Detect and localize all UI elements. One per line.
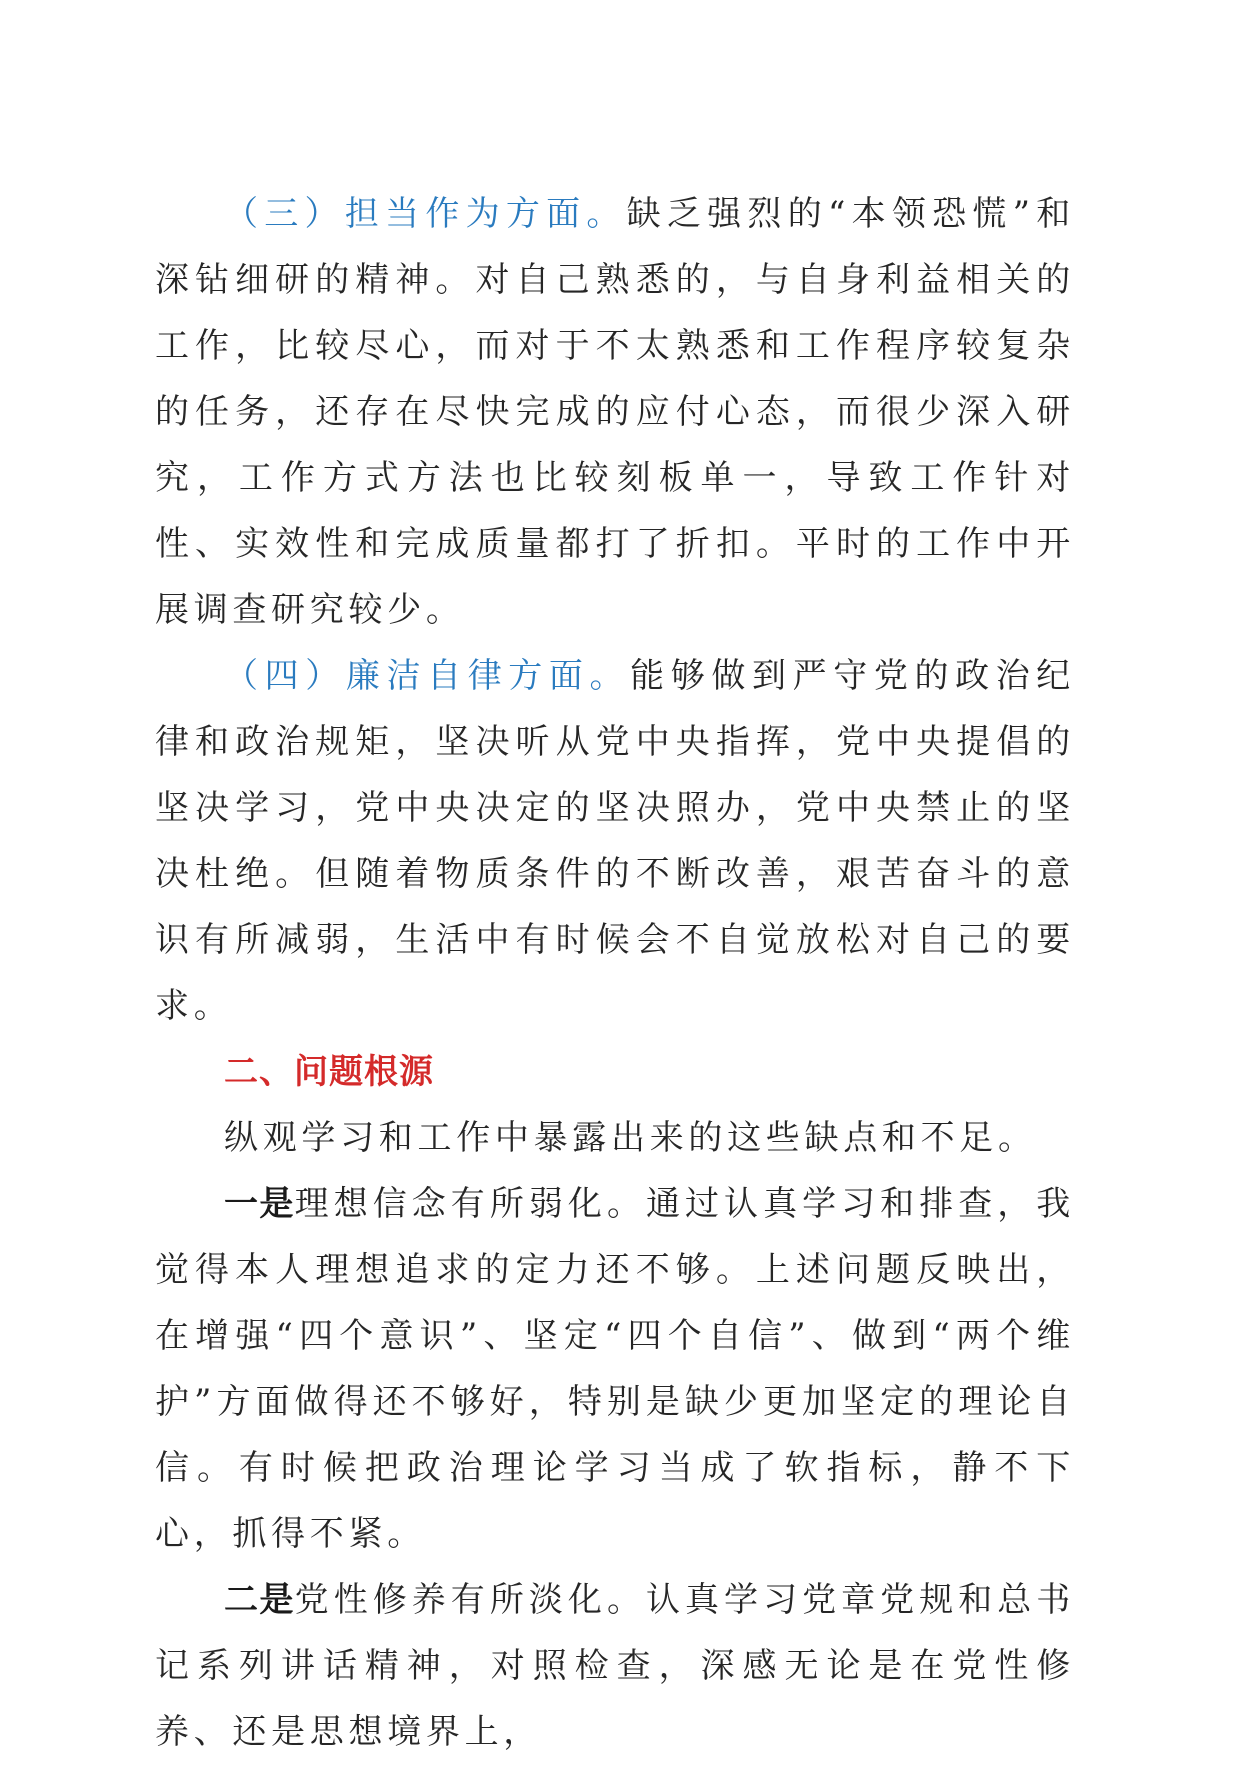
- paragraph-point-two: [155, 1567, 1075, 1765]
- section-intro: 纵观学习和工作中暴露出来的这些缺点和不足。: [224, 1118, 1037, 1158]
- paragraph-point-one: [155, 1171, 1075, 1567]
- subheading-integrity: （四）廉洁自律方面。: [224, 656, 631, 696]
- document-page: [155, 181, 1075, 1765]
- subheading-responsibility: （三）担当作为方面。: [224, 194, 627, 234]
- point-lead-one: 一是: [224, 1184, 295, 1224]
- paragraph-body: 党性修养有所淡化。认真学习党章党规和总书记系列讲话精神，对照检查，深感无论是在党性修养、还是思想境界上，: [155, 1580, 1076, 1752]
- paragraph-responsibility: [155, 181, 1075, 643]
- section-heading-root-causes: 二、问题根源: [224, 1052, 434, 1092]
- point-lead-two: 二是: [224, 1580, 295, 1620]
- paragraph-body: 理想信念有所弱化。通过认真学习和排查，我觉得本人理想追求的定力还不够。上述问题反映出，在增强“四个意识”、坚定“四个自信”、做到“两个维护”方面做得还不够好，特别是缺少更加坚定的理论自信。有时候把政治理论学习当成了软指标，静不下心，抓得不紧。: [155, 1184, 1076, 1554]
- paragraph-body: 缺乏强烈的“本领恐慌”和深钻细研的精神。对自己熟悉的，与自身利益相关的工作，比较尽心，而对于不太熟悉和工作程序较复杂的任务，还存在尽快完成的应付心态，而很少深入研究，工作方式方法也比较刻板单一，导致工作针对性、实效性和完成质量都打了折扣。平时的工作中开展调查研究较少。: [155, 194, 1075, 630]
- paragraph-integrity: [155, 643, 1075, 1039]
- paragraph-body: 能够做到严守党的政治纪律和政治规矩，坚决听从党中央指挥，党中央提倡的坚决学习，党中央决定的坚决照办，党中央禁止的坚决杜绝。但随着物质条件的不断改善，艰苦奋斗的意识有所减弱，生活中有时候会不自觉放松对自己的要求。: [155, 656, 1076, 1026]
